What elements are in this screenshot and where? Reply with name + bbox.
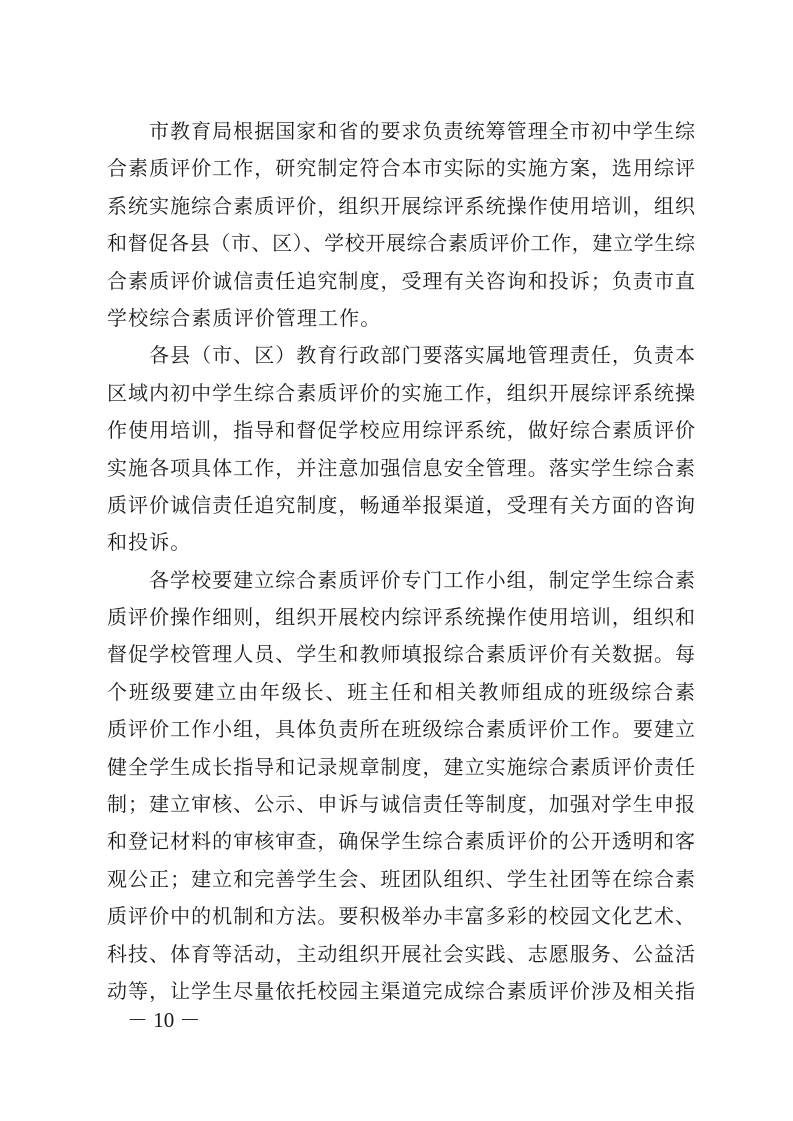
paragraph-line: 各县（市、区）教育行政部门要落实属地管理责任，负责本 xyxy=(149,343,695,368)
page-number: － 10 － xyxy=(127,1008,201,1032)
paragraph-schools xyxy=(107,562,695,1011)
paragraph-line: 制；建立审核、公示、申诉与诚信责任等制度，加强对学生申报 xyxy=(107,792,695,817)
paragraph-line: 个班级要建立由年级长、班主任和相关教师组成的班级综合素 xyxy=(107,679,695,704)
paragraph-line: 学校综合素质评价管理工作。 xyxy=(107,305,382,330)
paragraph-line: 质评价工作小组，具体负责所在班级综合素质评价工作。要建立 xyxy=(107,717,695,742)
paragraph-line: 和投诉。 xyxy=(107,530,192,555)
paragraph-line: 观公正；建立和完善学生会、班团队组织、学生社团等在综合素 xyxy=(107,866,695,891)
paragraph-line: 督促学校管理人员、学生和教师填报综合素质评价有关数据。每 xyxy=(107,642,695,667)
paragraph-line: 合素质评价工作，研究制定符合本市实际的实施方案，选用综评 xyxy=(107,156,695,181)
paragraph-line: 各学校要建立综合素质评价专门工作小组，制定学生综合素 xyxy=(149,567,695,592)
paragraph-line: 市教育局根据国家和省的要求负责统筹管理全市初中学生综 xyxy=(149,119,695,143)
paragraph-line: 实施各项具体工作，并注意加强信息安全管理。落实学生综合素 xyxy=(107,455,695,480)
document-body xyxy=(107,113,695,1010)
paragraph-line: 和登记材料的审核审查，确保学生综合素质评价的公开透明和客 xyxy=(107,829,695,854)
paragraph-line: 作使用培训，指导和督促学校应用综评系统，做好综合素质评价 xyxy=(107,418,695,443)
paragraph-line: 科技、体育等活动，主动组织开展社会实践、志愿服务、公益活 xyxy=(107,941,695,966)
paragraph-county-education-departments xyxy=(107,337,695,561)
paragraph-line: 和督促各县（市、区）、学校开展综合素质评价工作，建立学生综 xyxy=(107,231,695,256)
paragraph-line: 区域内初中学生综合素质评价的实施工作，组织开展综评系统操 xyxy=(107,380,695,405)
paragraph-line: 动等，让学生尽量依托校园主渠道完成综合素质评价涉及相关指 xyxy=(107,978,695,1003)
paragraph-line: 健全学生成长指导和记录规章制度，建立实施综合素质评价责任 xyxy=(107,754,695,779)
paragraph-city-education-bureau xyxy=(107,113,695,337)
paragraph-line: 合素质评价诚信责任追究制度，受理有关咨询和投诉；负责市直 xyxy=(107,268,695,293)
paragraph-line: 质评价中的机制和方法。要积极举办丰富多彩的校园文化艺术、 xyxy=(107,904,695,929)
paragraph-line: 质评价操作细则，组织开展校内综评系统操作使用培训，组织和 xyxy=(107,605,695,630)
paragraph-line: 系统实施综合素质评价，组织开展综评系统操作使用培训，组织 xyxy=(107,193,695,218)
paragraph-line: 质评价诚信责任追究制度，畅通举报渠道，受理有关方面的咨询 xyxy=(107,492,695,517)
